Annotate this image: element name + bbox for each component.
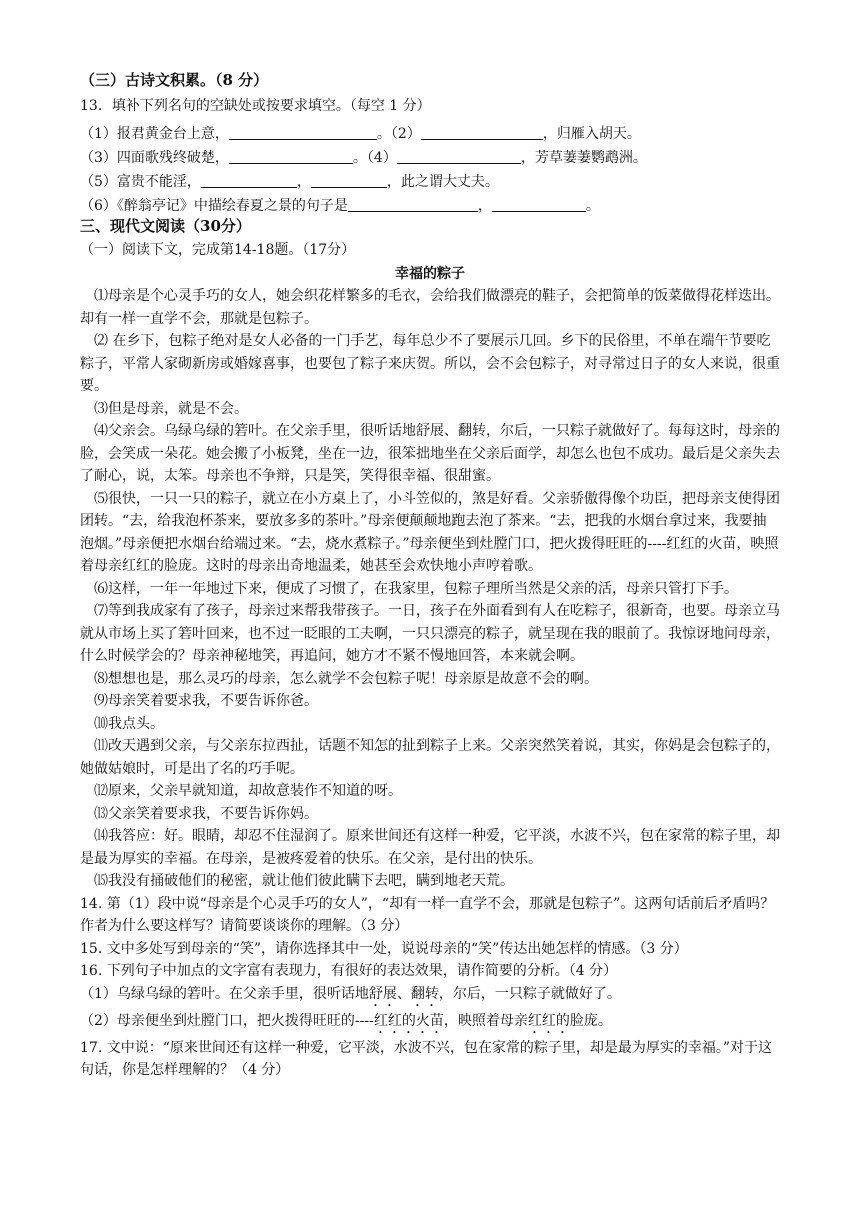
question-16: 16. 下列句子中加点的文字富有表现力，有很好的表达效果，请作简要的分析。（4 分） — [80, 963, 618, 979]
paragraph: ⑵ 在乡下，包粽子绝对是女人必备的一门手艺，每年总少不了要展示几回。乡下的民俗里，不单在端午节要吃粽子，平常人家砌新房或婚嫁喜事，也要包了粽子来庆贺。所以，会不会包粽子，对寻常过日子的女人来说，很重要。 — [80, 333, 780, 394]
q13-item-2-label: 。（2） — [376, 126, 421, 142]
dotted-word: 红红的火苗 — [373, 1012, 444, 1029]
dotted-word: 翻转 — [410, 985, 439, 1002]
q16-2-text: ，映照着母亲 — [443, 1012, 528, 1029]
paragraph: ⑻想想也是，那么灵巧的母亲，怎么就学不会包粽子呢！母亲原是故意不会的啊。 — [94, 670, 598, 687]
answer-blank[interactable] — [348, 196, 478, 212]
question-16-item-2 — [80, 1010, 780, 1037]
q16-2-text: 脸庞。 — [569, 1012, 612, 1029]
q13-item-4-label: 。（4） — [352, 150, 397, 166]
paragraph: ⒁我答应：好。眼睛，却忍不住湿润了。原来世间还有这样一种爱，它平淡，水波不兴，包在家常的粽子里，却是最为厚实的幸福。在母亲，是被疼爱着的快乐。在父亲，是付出的快乐。 — [80, 828, 780, 867]
question-16-item-1 — [80, 983, 780, 1010]
paragraph: ⑴母亲是个心灵手巧的女人，她会织花样繁多的毛衣，会给我们做漂亮的鞋子，会把简单的饭菜做得花样迭出。却有一样一直学不会，那就是包粽子。 — [80, 288, 780, 327]
subsection-instruction: （一）阅读下文，完成第14-18题。（17分） — [80, 242, 356, 258]
answer-blank[interactable] — [397, 148, 521, 164]
q13-sep: ， — [477, 198, 492, 214]
answer-blank[interactable] — [201, 172, 297, 188]
paragraph: ⒂我没有捅破他们的秘密，就让他们彼此瞒下去吧，瞒到地老天荒。 — [94, 873, 514, 889]
paragraph: ⑽我点头。 — [94, 715, 164, 732]
q13-end: 。 — [585, 198, 600, 214]
q13-line-3 — [80, 172, 800, 192]
q13-item-1: （1）报君黄金台上意， — [80, 126, 229, 142]
part-title-modern-reading: 三、现代文阅读（30分） — [80, 217, 251, 235]
q16-1-text: （1）乌绿乌绿的箬叶。在父亲手里，很听话地 — [80, 985, 369, 1002]
q13-sep: ， — [296, 174, 311, 190]
answer-blank[interactable] — [229, 124, 377, 140]
answer-blank[interactable] — [311, 172, 387, 188]
q13-line-4 — [80, 196, 800, 216]
q13-item-4: ，芳草萋萋鹦鹉洲。 — [520, 150, 647, 166]
q16-1-text: 、 — [396, 985, 411, 1002]
answer-blank[interactable] — [421, 124, 543, 140]
q13-item-3: （3）四面歌残终破楚， — [80, 150, 229, 166]
question-17: 17. 文中说：“原来世间还有这样一种爱，它平淡，水波不兴，包在家常的粽子里，却是最为厚实的幸福。”对于这句话，你是怎样理解的？（4 分） — [80, 1039, 773, 1078]
dotted-word: 舒展 — [368, 985, 397, 1002]
paragraph: ⑸很快，一只一只的粽子，就立在小方桌上了，小斗笠似的，煞是好看。父亲骄傲得像个功臣，把母亲支使得团团转。“去，给我泡杯茶来，要放多多的茶叶。”母亲便颠颠地跑去泡了茶来。“去，把我的水烟台拿过来，我要抽泡烟。”母亲便把水烟台给端过来。“去，烧水煮粽子。”母亲便坐到灶膛门口，把火拨得旺旺的----红红的火苗，映照着母亲红红的脸庞。这时的母亲出奇地温柔，她甚至会欢快地小声哼着歌。 — [80, 490, 780, 574]
paragraph: ⑹这样，一年一年地过下来，便成了习惯了，在我家里，包粽子理所当然是父亲的活，母亲只管打下手。 — [94, 580, 738, 597]
q13-line-2 — [80, 148, 800, 168]
story-body — [80, 285, 780, 1082]
paragraph: ⑾改天遇到父亲，与父亲东拉西扯，话题不知怎的扯到粽子上来。父亲突然笑着说，其实，你妈是会包粽子的，她做姑娘时，可是出了名的巧手呢。 — [80, 738, 780, 777]
q13-item-5: （5）富贵不能淫， — [80, 174, 201, 190]
q13-item-6: （6）《醉翁亭记》中描绘春夏之景的句子是 — [80, 198, 348, 214]
paragraph: ⑷父亲会。乌绿乌绿的箬叶。在父亲手里，很听话地舒展、翻转，尔后，一只粽子就做好了。每每这时，母亲的脸，会笑成一朵花。她会搬了小板凳，坐在一边，很笨拙地坐在父亲后面学，却怎么也包不成功。最后是父亲失去了耐心，说，太笨。母亲也不争辩，只是笑，笑得很幸福、很甜蜜。 — [80, 423, 780, 484]
q13-line-1 — [80, 124, 800, 144]
question-13-stem: 13．填补下列名句的空缺处或按要求填空。（每空 1 分） — [80, 98, 431, 114]
paragraph: ⑿原来，父亲早就知道，却故意装作不知道的呀。 — [94, 783, 402, 799]
paragraph: ⑺等到我成家有了孩子，母亲过来帮我带孩子。一日，孩子在外面看到有人在吃粽子，很新奇，也要。母亲立马就从市场上买了箬叶回来，也不过一眨眼的工夫啊，一只只漂亮的粽子，就呈现在我的眼前了。我惊讶地问母亲，什么时候学会的？母亲神秘地笑，再追问，她方才不紧不慢地回答，本来就会啊。 — [80, 603, 780, 664]
question-14: 14. 第（1）段中说“母亲是个心灵手巧的女人”，“却有一样一直学不会，那就是包粽子”。这两句话前后矛盾吗？作者为什么要这样写？请简要谈谈你的理解。（3 分） — [80, 895, 775, 934]
answer-blank[interactable] — [229, 148, 353, 164]
q13-item-5-end: ，此之谓大丈夫。 — [386, 174, 499, 190]
q16-2-text: （2）母亲便坐到灶膛门口，把火拨得旺旺的---- — [80, 1012, 374, 1029]
paragraph: ⒀父亲笑着要求我，不要告诉你妈。 — [94, 805, 318, 822]
answer-blank[interactable] — [492, 196, 586, 212]
paragraph: ⑼母亲笑着要求我，不要告诉你爸。 — [94, 693, 318, 709]
question-15: 15. 文中多处写到母亲的“笑”，请你选择其中一处，说说母亲的“笑”传达出她怎样的情感。（3 分） — [80, 940, 688, 957]
story-title: 幸福的粽子 — [395, 266, 465, 282]
paragraph: ⑶但是母亲，就是不会。 — [94, 400, 248, 417]
q13-item-2: ，归雁入胡天。 — [542, 126, 641, 142]
q16-1-text: ，尔后，一只粽子就做好了。 — [438, 985, 621, 1002]
dotted-word: 红红的 — [527, 1012, 570, 1029]
section-title-ancient-poetry: （三）古诗文积累。（8 分） — [80, 71, 269, 89]
